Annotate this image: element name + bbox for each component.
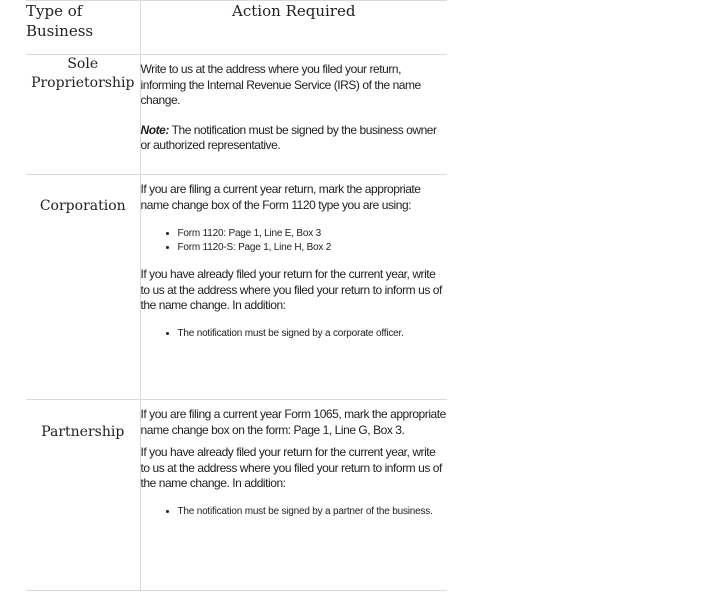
table-row	[26, 175, 447, 400]
action-paragraph: Write to us at the address where you filed your return, informing the Internal Revenue Service (IRS) of the name change.	[140, 62, 421, 107]
list-item: • Form 1120: Page 1, Line E, Box 3	[178, 227, 448, 241]
action-paragraph: If you are filing a current year return, mark the appropriate name change box of the Form 1120 type you are using:	[140, 182, 421, 212]
bullet-list	[141, 227, 448, 254]
action-paragraph: If you have already filed your return for the current year, write to us at the address where you filed your return to inform us of the name change. In addition:	[140, 445, 442, 490]
table-row	[26, 55, 447, 175]
list-item: • The notification must be signed by a corporate officer.	[178, 327, 448, 341]
bullet-list	[141, 505, 448, 519]
header-row	[26, 1, 447, 55]
list-item: • Form 1120-S: Page 1, Line H, Box 2	[178, 241, 448, 255]
business-type-cell: Sole Proprietorship	[26, 55, 140, 175]
list-item: • The notification must be signed by a partner of the business.	[178, 505, 448, 519]
note-label: Note:	[140, 122, 169, 137]
business-type-cell: Corporation	[26, 175, 140, 400]
note-text: The notification must be signed by the business owner or authorized representative.	[140, 122, 437, 152]
business-type-cell: Partnership	[26, 400, 140, 591]
bullet-list	[141, 327, 448, 341]
action-paragraph: If you have already filed your return for the current year, write to us at the address where you filed your return to inform us of the name change. In addition:	[140, 267, 442, 312]
table-row	[26, 400, 447, 591]
business-name-change-table	[26, 0, 447, 591]
header-action-required: Action Required	[232, 2, 356, 20]
header-type-of-business: Type of Business	[26, 1, 140, 55]
note-paragraph	[141, 123, 448, 154]
action-cell	[140, 400, 447, 591]
action-cell	[140, 175, 447, 400]
action-cell	[140, 55, 447, 175]
action-paragraph: If you are filing a current year Form 1065, mark the appropriate name change box on the form: Page 1, Line G, Box 3.	[140, 407, 446, 437]
